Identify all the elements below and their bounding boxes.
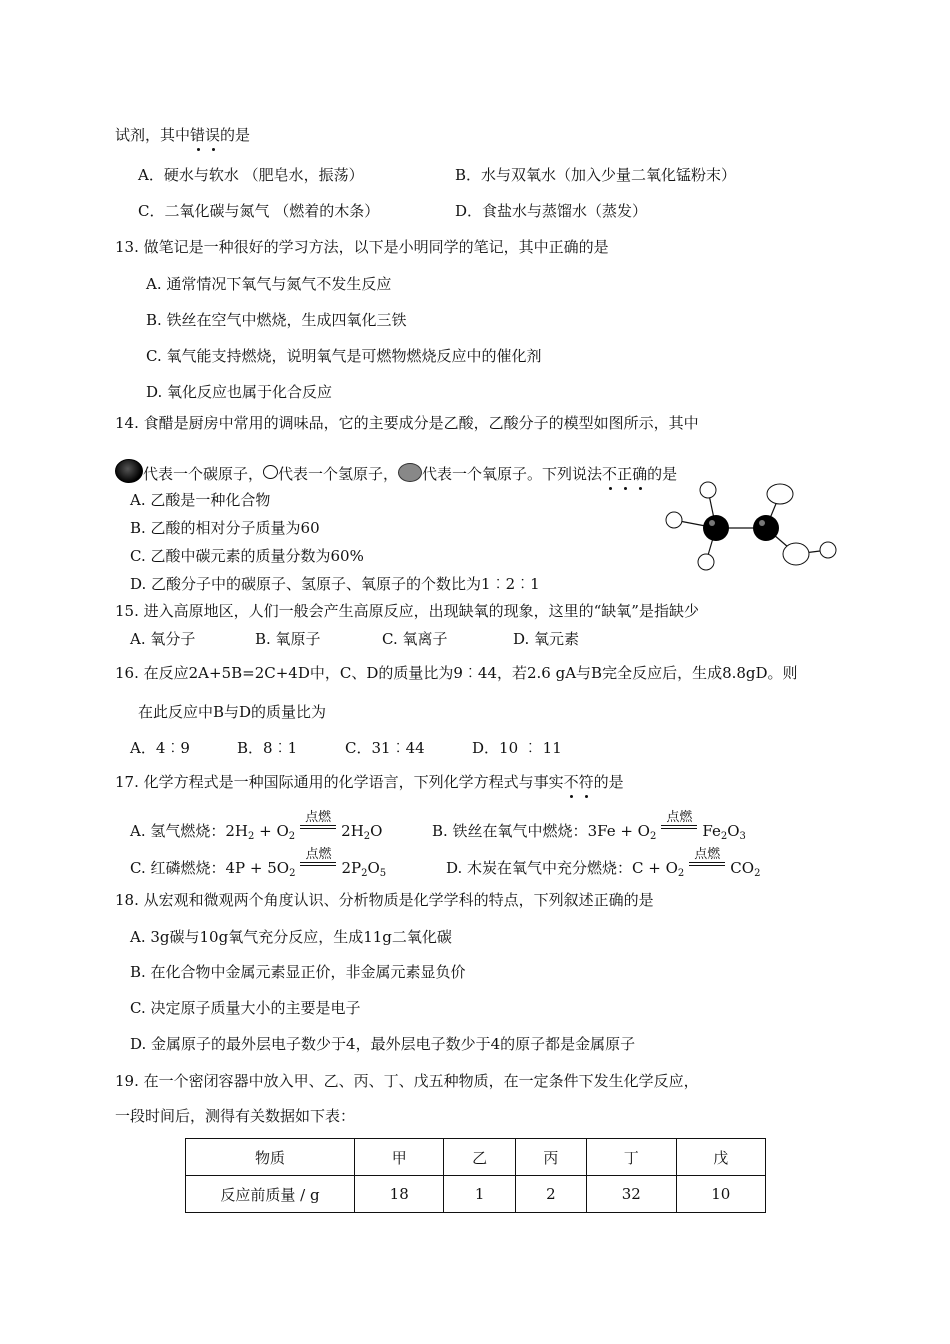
q17-option-a: A. 氢气燃烧：$2H_2 + O_2$ 点燃 $2H_2O$ [130, 810, 383, 842]
table-cell: 18 [355, 1176, 444, 1213]
carbon-atom-icon [115, 459, 143, 483]
q18-option-d: D. 金属原子的最外层电子数少于4，最外层电子数少于4的原子都是金属原子 [130, 1035, 636, 1053]
table-row [186, 1176, 766, 1213]
q14-legend-line [115, 455, 677, 484]
q13-option-c: C. 氧气能支持燃烧，说明氧气是可燃物燃烧反应中的催化剂 [146, 347, 542, 365]
table-cell: 32 [587, 1176, 676, 1213]
table-header-cell: 物质 [186, 1139, 355, 1176]
q12-option-c: C．二氧化碳与氮气 （燃着的木条） [138, 202, 380, 220]
q17-c-label: C. 红磷燃烧： [130, 859, 226, 877]
molecule-oxygen-atom [767, 484, 793, 504]
q12-stem-prefix: 试剂，其中 [115, 126, 191, 144]
q12-option-d: D．食盐水与蒸馏水（蒸发） [455, 202, 648, 220]
table-header-cell: 丁 [587, 1139, 676, 1176]
q19-stem: 19. 在一个密闭容器中放入甲、乙、丙、丁、戊五种物质，在一定条件下发生化学反应， [115, 1072, 699, 1090]
table-cell: 2 [515, 1176, 586, 1213]
reaction-condition-arrow: 点燃 [660, 816, 698, 836]
q14-stem-tail: 的是 [647, 465, 678, 483]
q14-option-c: C. 乙酸中碳元素的质量分数为60% [130, 547, 364, 565]
q17-d-label: D. 木炭在氧气中充分燃烧： [446, 859, 633, 877]
q16-option-b: B．8︰1 [237, 739, 298, 757]
q17-stem [115, 772, 624, 792]
q12-emph-wu: 误 [205, 126, 221, 144]
q12-stem-suffix: 的是 [220, 126, 251, 144]
q14-stem: 14. 食醋是厨房中常用的调味品，它的主要成分是乙酸，乙酸分子的模型如图所示，其中 [115, 414, 699, 432]
table-header-cell: 甲 [355, 1139, 444, 1176]
acetic-acid-molecule-diagram [660, 478, 845, 578]
q12-option-b: B．水与双氧水（加入少量二氧化锰粉末） [455, 166, 737, 184]
q15-option-c: C. 氧离子 [382, 630, 448, 648]
molecule-carbon-atom [753, 515, 779, 541]
q19-stem-continued: 一段时间后，测得有关数据如下表： [115, 1107, 356, 1125]
table-cell: 10 [676, 1176, 766, 1213]
q13-stem: 13. 做笔记是一种很好的学习方法，以下是小明同学的笔记，其中正确的是 [115, 238, 609, 256]
q17-option-c: C. 红磷燃烧：$4P + 5O_2$ 点燃 $2P_2O_5$ [130, 847, 387, 879]
molecule-oxygen-atom [783, 543, 809, 565]
table-header-cell: 戊 [676, 1139, 766, 1176]
q18-stem: 18. 从宏观和微观两个角度认识、分析物质是化学学科的特点，下列叙述正确的是 [115, 891, 654, 909]
q17-option-b: B. 铁丝在氧气中燃烧：$3Fe + O_2$ 点燃 $Fe_2O_3$ [432, 810, 746, 842]
mass-data-table [185, 1138, 766, 1213]
q16-stem: 16. 在反应2A+5B=2C+4D中，C、D的质量比为9︰44，若2.6 gA与B完全反应后，生成8.8gD。则 [115, 664, 798, 682]
table-header-cell: 丙 [515, 1139, 586, 1176]
q17-emph-not-match: 不符 [563, 773, 594, 791]
q14-option-d: D. 乙酸分子中的碳原子、氢原子、氧原子的个数比为1︰2︰1 [130, 575, 540, 593]
molecule-hydrogen-atom [666, 512, 682, 528]
q17-stem-pre: 17. 化学方程式是一种国际通用的化学语言，下列化学方程式与事实 [115, 773, 564, 791]
q16-stem-continued: 在此反应中B与D的质量比为 [138, 703, 327, 721]
q14-oxygen-text: 代表一个氧原子。下列说法 [422, 465, 603, 483]
molecule-carbon-atom [703, 515, 729, 541]
table-header-row [186, 1139, 766, 1176]
q13-option-d: D. 氧化反应也属于化合反应 [146, 383, 333, 401]
molecule-hydrogen-atom [698, 554, 714, 570]
q18-option-b: B. 在化合物中金属元素显正价，非金属元素显负价 [130, 963, 466, 981]
q12-stem-tail [115, 125, 250, 145]
table-cell: 反应前质量 / g [186, 1176, 355, 1213]
q16-option-c: C．31︰44 [345, 739, 425, 757]
q12-emph-cuo: 错 [190, 126, 206, 144]
q17-option-d: D. 木炭在氧气中充分燃烧：$C + O_2$ 点燃 $CO_2$ [446, 847, 761, 879]
q13-option-a: A. 通常情况下氧气与氮气不发生反应 [146, 275, 392, 293]
reaction-condition-arrow: 点燃 [688, 853, 726, 873]
q17-a-label: A. 氢气燃烧： [130, 822, 226, 840]
q15-stem: 15. 进入高原地区，人们一般会产生高原反应，出现缺氧的现象，这里的“缺氧”是指缺少 [115, 602, 699, 620]
molecule-hydrogen-atom [700, 482, 716, 498]
q14-option-a: A. 乙酸是一种化合物 [130, 491, 271, 509]
q15-option-a: A. 氧分子 [130, 630, 196, 648]
table-cell: 1 [444, 1176, 515, 1213]
q16-option-a: A．4︰9 [130, 739, 190, 757]
q17-stem-post: 的是 [593, 773, 624, 791]
q14-emph-not-correct: 不正确 [602, 465, 648, 483]
q14-carbon-text: 代表一个碳原子， [143, 465, 264, 483]
table-header-cell: 乙 [444, 1139, 515, 1176]
q18-option-c: C. 决定原子质量大小的主要是电子 [130, 999, 361, 1017]
q14-hydrogen-text: 代表一个氢原子， [278, 465, 399, 483]
q18-option-a: A. 3g碳与10g氧气充分反应，生成11g二氧化碳 [130, 928, 452, 946]
oxygen-atom-icon [398, 463, 422, 482]
q13-option-b: B. 铁丝在空气中燃烧，生成四氧化三铁 [146, 311, 407, 329]
q15-option-d: D. 氧元素 [513, 630, 580, 648]
q14-option-b: B. 乙酸的相对分子质量为60 [130, 519, 320, 537]
molecule-hydrogen-atom [820, 542, 836, 558]
q15-option-b: B. 氧原子 [255, 630, 321, 648]
q12-option-a: A．硬水与软水 （肥皂水，振荡） [138, 166, 364, 184]
q16-option-d: D．10 ︰ 11 [472, 739, 562, 757]
q17-b-label: B. 铁丝在氧气中燃烧： [432, 822, 588, 840]
reaction-condition-arrow: 点燃 [299, 853, 337, 873]
hydrogen-atom-icon [263, 465, 278, 479]
reaction-condition-arrow: 点燃 [299, 816, 337, 836]
